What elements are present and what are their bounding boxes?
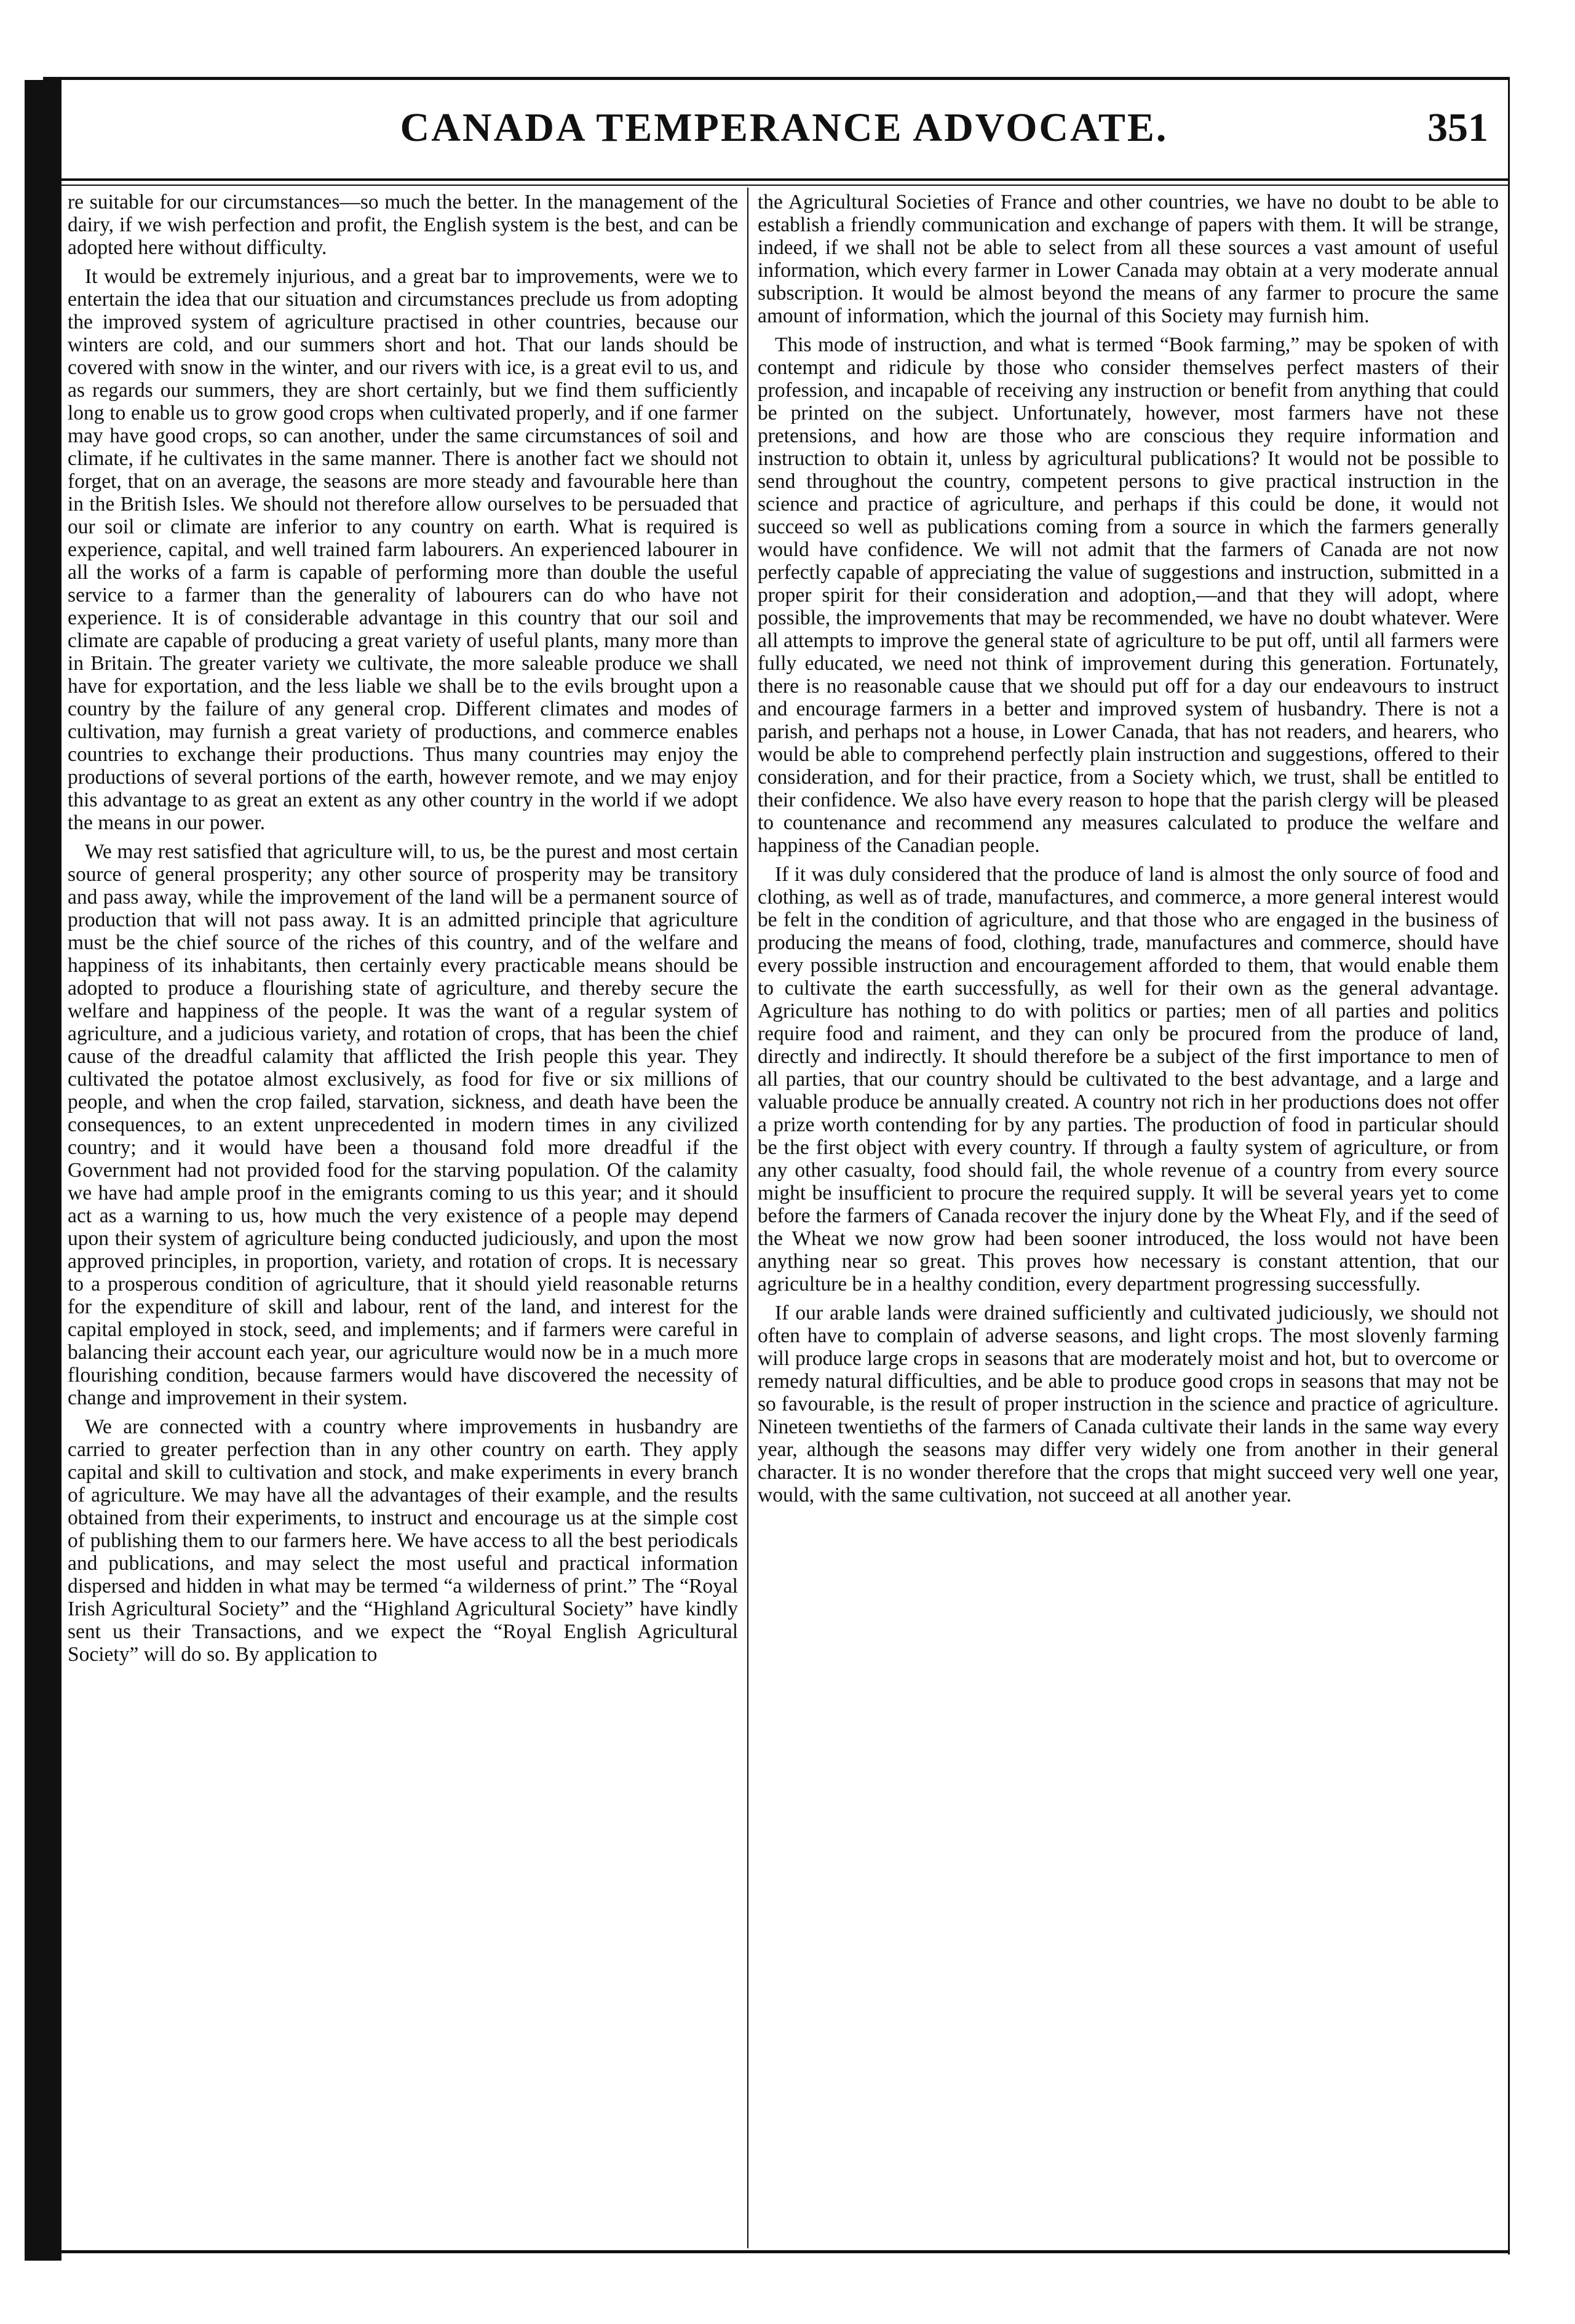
right-column bbox=[758, 191, 1499, 2245]
page-header bbox=[61, 105, 1507, 166]
right-border bbox=[1508, 77, 1510, 2254]
left-column bbox=[68, 191, 738, 2245]
header-rule-thin bbox=[43, 185, 1510, 186]
column-separator bbox=[747, 188, 748, 2248]
paragraph: This mode of instruction, and what is termed “Book farming,” may be spoken of with contempt and ridicule by those who consider themselves perfect masters of their profession, and incapable of receiving any instruction or benefit from anything that could be printed on the subject. Unfortunately, however, most farmers have not these pretensions, and how are those who are conscious they require information and instruction to obtain it, unless by agricultural publications? It would not be possible to send throughout the country, competent persons to give practical instruction in the science and practice of agriculture, and perhaps if this could be done, it would not succeed so well as publications coming from a source in which the farmers generally would have confidence. We will not admit that the farmers of Canada are not now perfectly capable of appreciating the value of suggestions and instruction, submitted in a proper spirit for their consideration and adoption,—and that they will adopt, where possible, the improvements that may be recommended, we have no doubt whatever. Were all attempts to improve the general state of agriculture to be put off, until all farmers were fully educated, we need not think of improvement during this generation. Fortunately, there is no reasonable cause that we should put off for a day our endeavours to instruct and encourage farmers in a better and improved system of husbandry. There is not a parish, and perhaps not a house, in Lower Canada, that has not readers, and hearers, who would be able to comprehend perfectly plain instruction and suggestions, offered to their consideration, and for their practice, from a Society which, we trust, shall be entitled to their confidence. We also have every reason to hope that the parish clergy will be pleased to countenance and recommend any measures calculated to produce the welfare and happiness of the Canadian people. bbox=[758, 333, 1499, 857]
paragraph: If it was duly considered that the produce of land is almost the only source of food and clothing, as well as of trade, manufactures, and commerce, a more general interest would be felt in the condition of agriculture, and that those who are engaged in the business of producing the means of food, clothing, trade, manufactures and commerce, should have every possible instruction and encouragement afforded to them, that would enable them to cultivate the earth successfully, as well for their own as the general advantage. Agriculture has nothing to do with politics or parties; men of all parties and politics require food and raiment, and they can only be procured from the produce of land, directly and indirectly. It should therefore be a subject of the first importance to men of all parties, that our country should be cultivated to the best advantage, and a large and valuable produce be annually created. A country not rich in her productions does not offer a prize worth contending for by any parties. The production of food in particular should be the first object with every country. If through a faulty system of agriculture, or from any other casualty, food should fail, the whole revenue of a country from every source might be insufficient to procure the required supply. It will be several years yet to come before the farmers of Canada recover the injury done by the Wheat Fly, and if the seed of the Wheat we now grow had been sooner introduced, the loss would not have been anything near so great. This proves how necessary is constant attention, that our agriculture be in a healthy condition, every department progressing successfully. bbox=[758, 863, 1499, 1295]
page-number: 351 bbox=[1427, 105, 1488, 150]
paragraph: It would be extremely injurious, and a great bar to improvements, were we to entertain the idea that our situation and circumstances preclude us from adopting the improved system of agriculture practised in other countries, because our winters are cold, and our summers short and hot. That our lands should be covered with snow in the winter, and our rivers with ice, is a great evil to us, and as regards our summers, they are short certainly, but we find them sufficiently long to enable us to grow good crops when cultivated properly, and if one farmer may have good crops, so can another, under the same circumstances of soil and climate, if he cultivates in the same manner. There is another fact we should not forget, that on an average, the seasons are more steady and favourable here than in the British Isles. We should not therefore allow ourselves to be persuaded that our soil or climate are inferior to any country on earth. What is required is experience, capital, and well trained farm labourers. An experienced labourer in all the works of a farm is capable of performing more than double the useful service to a farmer than the generality of labourers can do who have not experience. It is of considerable advantage in this country that our soil and climate are capable of producing a great variety of useful plants, many more than in Britain. The greater variety we cultivate, the more saleable produce we shall have for exportation, and the less liable we shall be to the evils brought upon a country by the failure of any general crop. Different climates and modes of cultivation, may furnish a great variety of productions, and commerce enables countries to exchange their productions. Thus many countries may enjoy the productions of several portions of the earth, however remote, and we may enjoy this advantage to as great an extent as any other country in the world if we adopt the means in our power. bbox=[68, 265, 738, 834]
paragraph: the Agricultural Societies of France and other countries, we have no doubt to be able to establish a friendly communication and exchange of papers with them. It will be strange, indeed, if we shall not be able to select from all these sources a vast amount of useful information, which every farmer in Lower Canada may obtain at a very moderate annual subscription. It would be almost beyond the means of any farmer to procure the same amount of information, which the journal of this Society may furnish him. bbox=[758, 191, 1499, 327]
paragraph: re suitable for our circumstances—so much the better. In the management of the dairy, if we wish perfection and profit, the English system is the best, and can be adopted here without difficulty. bbox=[68, 191, 738, 259]
top-rule bbox=[43, 77, 1510, 80]
paragraph: If our arable lands were drained sufficiently and cultivated judiciously, we should not often have to complain of adverse seasons, and light crops. The most slovenly farming will produce large crops in seasons that are moderately moist and hot, but to overcome or remedy natural difficulties, and be able to produce good crops in seasons that may not be so favourable, is the result of proper instruction in the science and practice of agriculture. Nineteen twentieths of the farmers of Canada cultivate their lands in the same way every year, although the seasons may differ very widely one from another in their general character. It is no wonder therefore that the crops that might succeed very well one year, would, with the same cultivation, not succeed at all another year. bbox=[758, 1302, 1499, 1506]
bottom-rule bbox=[43, 2250, 1510, 2253]
binding-edge bbox=[25, 80, 61, 2261]
paragraph: We may rest satisfied that agriculture will, to us, be the purest and most certain source of general prosperity; any other source of prosperity may be transitory and pass away, while the improvement of the land will be a permanent source of production that will not pass away. It is an admitted principle that agriculture must be the chief source of the riches of this country, and of the welfare and happiness of its inhabitants, then certainly every practicable means should be adopted to produce a flourishing state of agriculture, and thereby secure the welfare and happiness of the people. It was the want of a regular system of agriculture, and a judicious variety, and rotation of crops, that has been the chief cause of the dreadful calamity that afflicted the Irish people this year. They cultivated the potatoe almost exclusively, as food for five or six millions of people, and when the crop failed, starvation, sickness, and death have been the consequences, to an extent unprecedented in modern times in any civilized country; and it would have been a thousand fold more dreadful if the Government had not provided food for the starving population. Of the calamity we have had ample proof in the emigrants coming to us this year; and it should act as a warning to us, how much the very existence of a people may depend upon their system of agriculture being conducted judiciously, and upon the most approved principles, in proportion, variety, and rotation of crops. It is necessary to a prosperous condition of agriculture, that it should yield reasonable returns for the expenditure of skill and labour, rent of the land, and interest for the capital employed in stock, seed, and implements; and if farmers were careful in balancing their account each year, our agriculture would now be in a much more flourishing condition, because farmers would have discovered the necessity of change and improvement in their system. bbox=[68, 840, 738, 1409]
header-rule bbox=[43, 178, 1510, 181]
page-title: CANADA TEMPERANCE ADVOCATE. bbox=[400, 105, 1168, 150]
paragraph: We are connected with a country where improvements in husbandry are carried to greater perfection than in any other country on earth. They apply capital and skill to cultivation and stock, and make experiments in every branch of agriculture. We may have all the advantages of their example, and the results obtained from their experiments, to instruct and encourage us at the simple cost of publishing them to our farmers here. We have access to all the best periodicals and publications, and may select the most useful and practical information dispersed and hidden in what may be termed “a wilderness of print.” The “Royal Irish Agricultural Society” and the “Highland Agricultural Society” have kindly sent us their Transactions, and we expect the “Royal English Agricultural Society” will do so. By application to bbox=[68, 1415, 738, 1666]
